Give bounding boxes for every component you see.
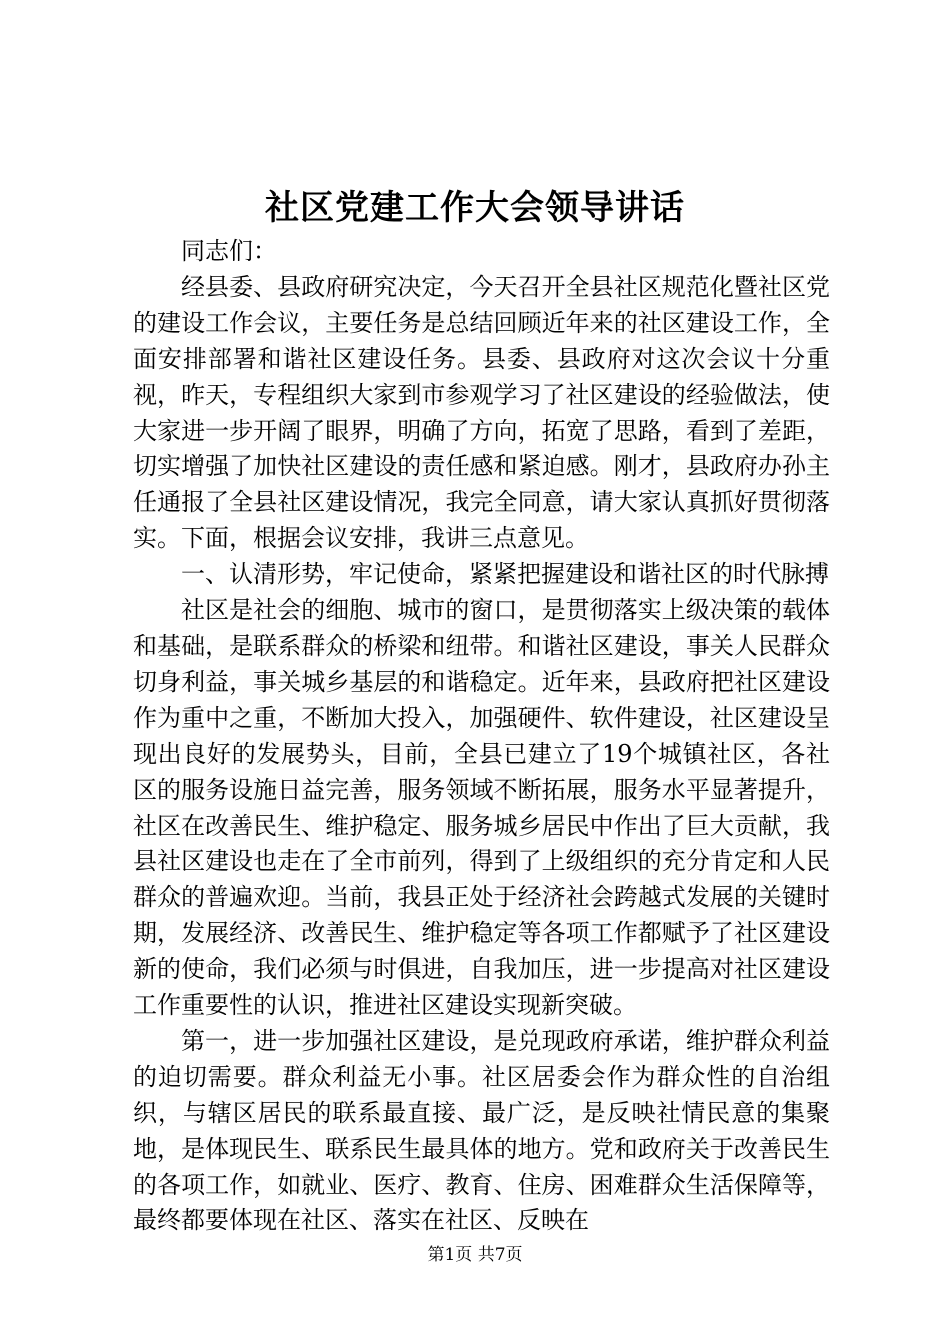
salutation-paragraph: 同志们：: [181, 237, 277, 265]
body-paragraph: 经县委、县政府研究决定，今天召开全县社区规范化暨社区党的建设工作会议，主要任务是总结回顾近年来的社区建设工作，全面安排部署和谐社区建设任务。县委、县政府对这次会议十分重视，昨天，专程组织大家到市参观学习了社区建设的经验做法，使大家进一步开阔了眼界，明确了方向，拓宽了思路，看到了差距，切实增强了加快社区建设的责任感和紧迫感。刚才，县政府办孙主任通报了全县社区建设情况，我完全同意，请大家认真抓好贯彻落实。下面，根据会议安排，我讲三点意见。: [133, 272, 830, 553]
section-heading: 一、认清形势，牢记使命，紧紧把握建设和谐社区的时代脉搏: [181, 560, 829, 589]
body-paragraph: 社区是社会的细胞、城市的窗口，是贯彻落实上级决策的载体和基础，是联系群众的桥梁和纽带。和谐社区建设，事关人民群众切身利益，事关城乡基层的和谐稳定。近年来，县政府把社区建设作为重中之重，不断加大投入，加强硬件、软件建设，社区建设呈现出良好的发展势头，目前，全县已建立了19个城镇社区，各社区的服务设施日益完善，服务领域不断拓展，服务水平显著提升，社区在改善民生、维护稳定、服务城乡居民中作出了巨大贡献，我县社区建设也走在了全市前列，得到了上级组织的充分肯定和人民群众的普遍欢迎。当前，我县正处于经济社会跨越式发展的关键时期，发展经济、改善民生、维护稳定等各项工作都赋予了社区建设新的使命，我们必须与时俱进，自我加压，进一步提高对社区建设工作重要性的认识，推进社区建设实现新突破。: [133, 596, 830, 1020]
page-number-footer: 第1页 共7页: [427, 1245, 523, 1265]
document-title: 社区党建工作大会领导讲话: [265, 188, 685, 228]
document-body: [133, 234, 830, 1239]
body-paragraph: 第一，进一步加强社区建设，是兑现政府承诺，维护群众利益的迫切需要。群众利益无小事。社区居委会作为群众性的自治组织，与辖区居民的联系最直接、最广泛，是反映社情民意的集聚地，是体现民生、联系民生最具体的地方。党和政府关于改善民生的各项工作，如就业、医疗、教育、住房、困难群众生活保障等，最终都要体现在社区、落实在社区、反映在: [133, 1026, 830, 1235]
